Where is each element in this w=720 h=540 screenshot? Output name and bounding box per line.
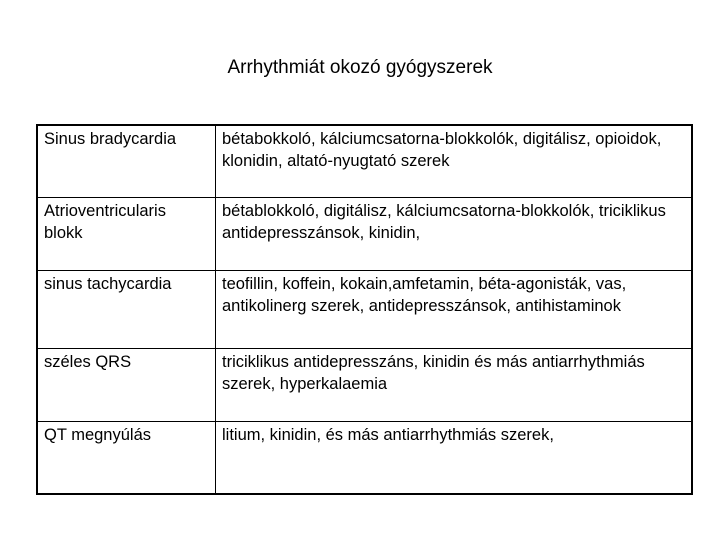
drugs-cell: bétablokkoló, digitálisz, kálciumcsatorna-blokkolók, triciklikus antidepresszánsok, kinidin, xyxy=(216,198,693,271)
arrhythmia-drug-table xyxy=(36,124,693,495)
condition-cell: Atrioventricularis blokk xyxy=(37,198,216,271)
drugs-cell: triciklikus antidepresszáns, kinidin és más antiarrhythmiás szerek, hyperkalaemia xyxy=(216,349,693,422)
table-row xyxy=(37,271,692,349)
condition-cell: széles QRS xyxy=(37,349,216,422)
table-row xyxy=(37,125,692,198)
drugs-cell: teofillin, koffein, kokain,amfetamin, béta-agonisták, vas, antikolinerg szerek, antidepresszánsok, antihistaminok xyxy=(216,271,693,349)
condition-cell: Sinus bradycardia xyxy=(37,125,216,198)
page-title: Arrhythmiát okozó gyógyszerek xyxy=(227,57,493,78)
condition-cell: QT megnyúlás xyxy=(37,422,216,495)
drugs-cell: litium, kinidin, és más antiarrhythmiás szerek, xyxy=(216,422,693,495)
table-row xyxy=(37,422,692,495)
table-row xyxy=(37,198,692,271)
condition-cell: sinus tachycardia xyxy=(37,271,216,349)
drugs-cell: bétabokkoló, kálciumcsatorna-blokkolók, digitálisz, opioidok, klonidin, altató-nyugtató szerek xyxy=(216,125,693,198)
table-row xyxy=(37,349,692,422)
